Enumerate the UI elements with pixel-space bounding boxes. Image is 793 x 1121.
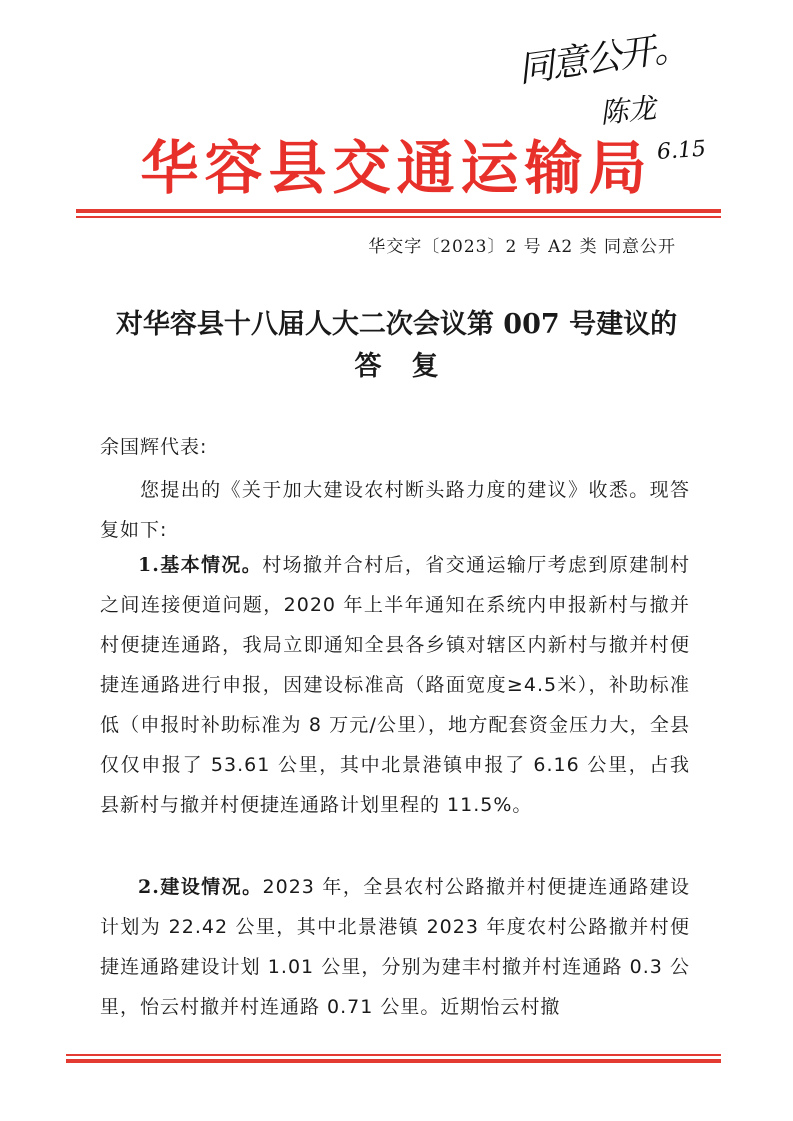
letterhead-thick-divider: [76, 209, 721, 213]
paragraph-heading: 2.建设情况。: [138, 876, 263, 898]
paragraph-heading: 1.基本情况。: [138, 554, 263, 576]
letterhead-org-name: 华容县交通运输局: [140, 134, 653, 202]
handwritten-date: 6.15: [656, 136, 707, 165]
letterhead-thin-divider: [76, 216, 721, 218]
paragraph-body: 2023 年，全县农村公路撤并村便捷连通路建设计划为 22.42 公里，其中北景港镇 2023 年度农村公路撤并村便捷连通路建设计划 1.01 公里，分别为建丰村撤并村连通路 0.3 公里，怡云村撤并村连通路 0.71 公里。近期怡云村撤: [100, 876, 690, 1018]
document-title-line1: 对华容县十八届人大二次会议第 007 号建议的: [115, 309, 678, 340]
handwritten-signature: 陈龙: [598, 91, 658, 130]
paragraph-basic-situation: [100, 545, 690, 825]
intro-paragraph: 您提出的《关于加大建设农村断头路力度的建议》收悉。现答复如下:: [100, 479, 690, 541]
paragraph-construction-situation: [100, 867, 690, 1027]
handwritten-approval-note: 同意公开。: [515, 26, 690, 91]
footer-thin-divider: [66, 1054, 721, 1056]
paragraph-body: 村场撤并合村后，省交通运输厅考虑到原建制村之间连接便道问题，2020 年上半年通知在系统内申报新村与撤并村便捷连通路，我局立即通知全县各乡镇对辖区内新村与撤并村便捷连通路进行申报，因建设标准高（路面宽度≥4.5米），补助标准低（申报时补助标准为 8 万元/公里），地方配套资金压力大，全县仅仅申报了 53.61 公里，其中北景港镇申报了 6.16 公里，占我县新村与撤并村便捷连通路计划里程的 11.5%。: [100, 554, 690, 816]
salutation: 余国辉代表:: [100, 436, 208, 458]
footer-thick-divider: [66, 1059, 721, 1063]
document-number: 华交字〔2023〕2 号 A2 类 同意公开: [368, 237, 676, 257]
document-title-line2: 答复: [354, 351, 469, 382]
